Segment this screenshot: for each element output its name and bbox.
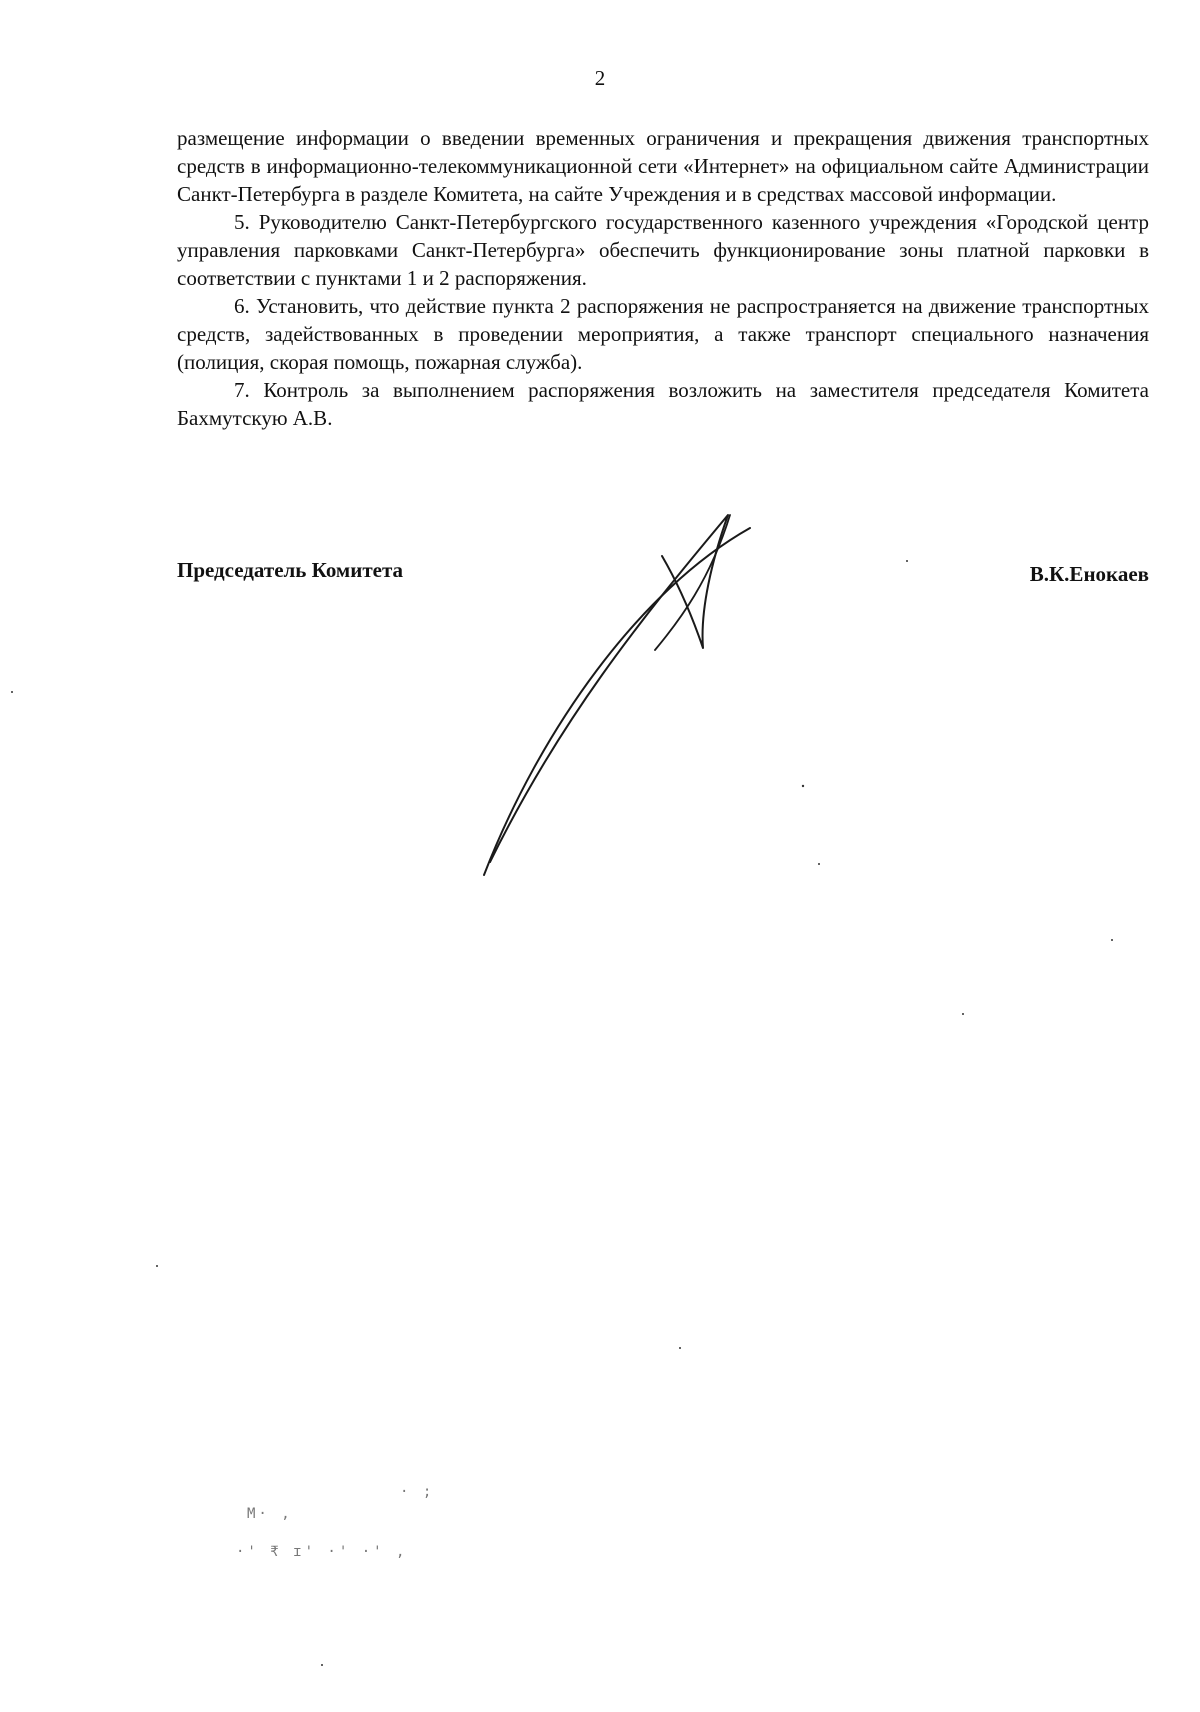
stamp-mark: ·' ₹ ɪ' ·' ·' , [236, 1544, 408, 1560]
signatory-name: В.К.Енокаев [1029, 562, 1149, 586]
page-number: 2 [594, 66, 606, 90]
stamp-mark: · ; [400, 1484, 435, 1500]
stamp-mark: М· , [247, 1506, 293, 1522]
paragraph-6: 6. Установить, что действие пункта 2 распоряжения не распространяется на движение транспортных средств, задействованных в проведении мероприятия, а также транспорт специального назначения (полиция, скорая помощь, пожарная служба). [177, 294, 1149, 374]
paragraph-5: 5. Руководителю Санкт-Петербургского государственного казенного учреждения «Городской центр управления парковками Санкт-Петербурга» обеспечить функционирование зоны платной парковки в соответствии с пунктами 1 и 2 распоряжения. [177, 210, 1149, 290]
signatory-title: Председатель Комитета [177, 558, 404, 582]
document-body [177, 124, 1149, 432]
paragraph-continuation: размещение информации о введении временных ограничения и прекращения движения транспортных средств в информационно-телекоммуникационной сети «Интернет» на официальном сайте Администрации Санкт-Петербурга в разделе Комитета, на сайте Учреждения и в средствах массовой информации. [177, 126, 1149, 206]
paragraph-7: 7. Контроль за выполнением распоряжения возложить на заместителя председателя Комитета Бахмутскую А.В. [177, 378, 1149, 430]
